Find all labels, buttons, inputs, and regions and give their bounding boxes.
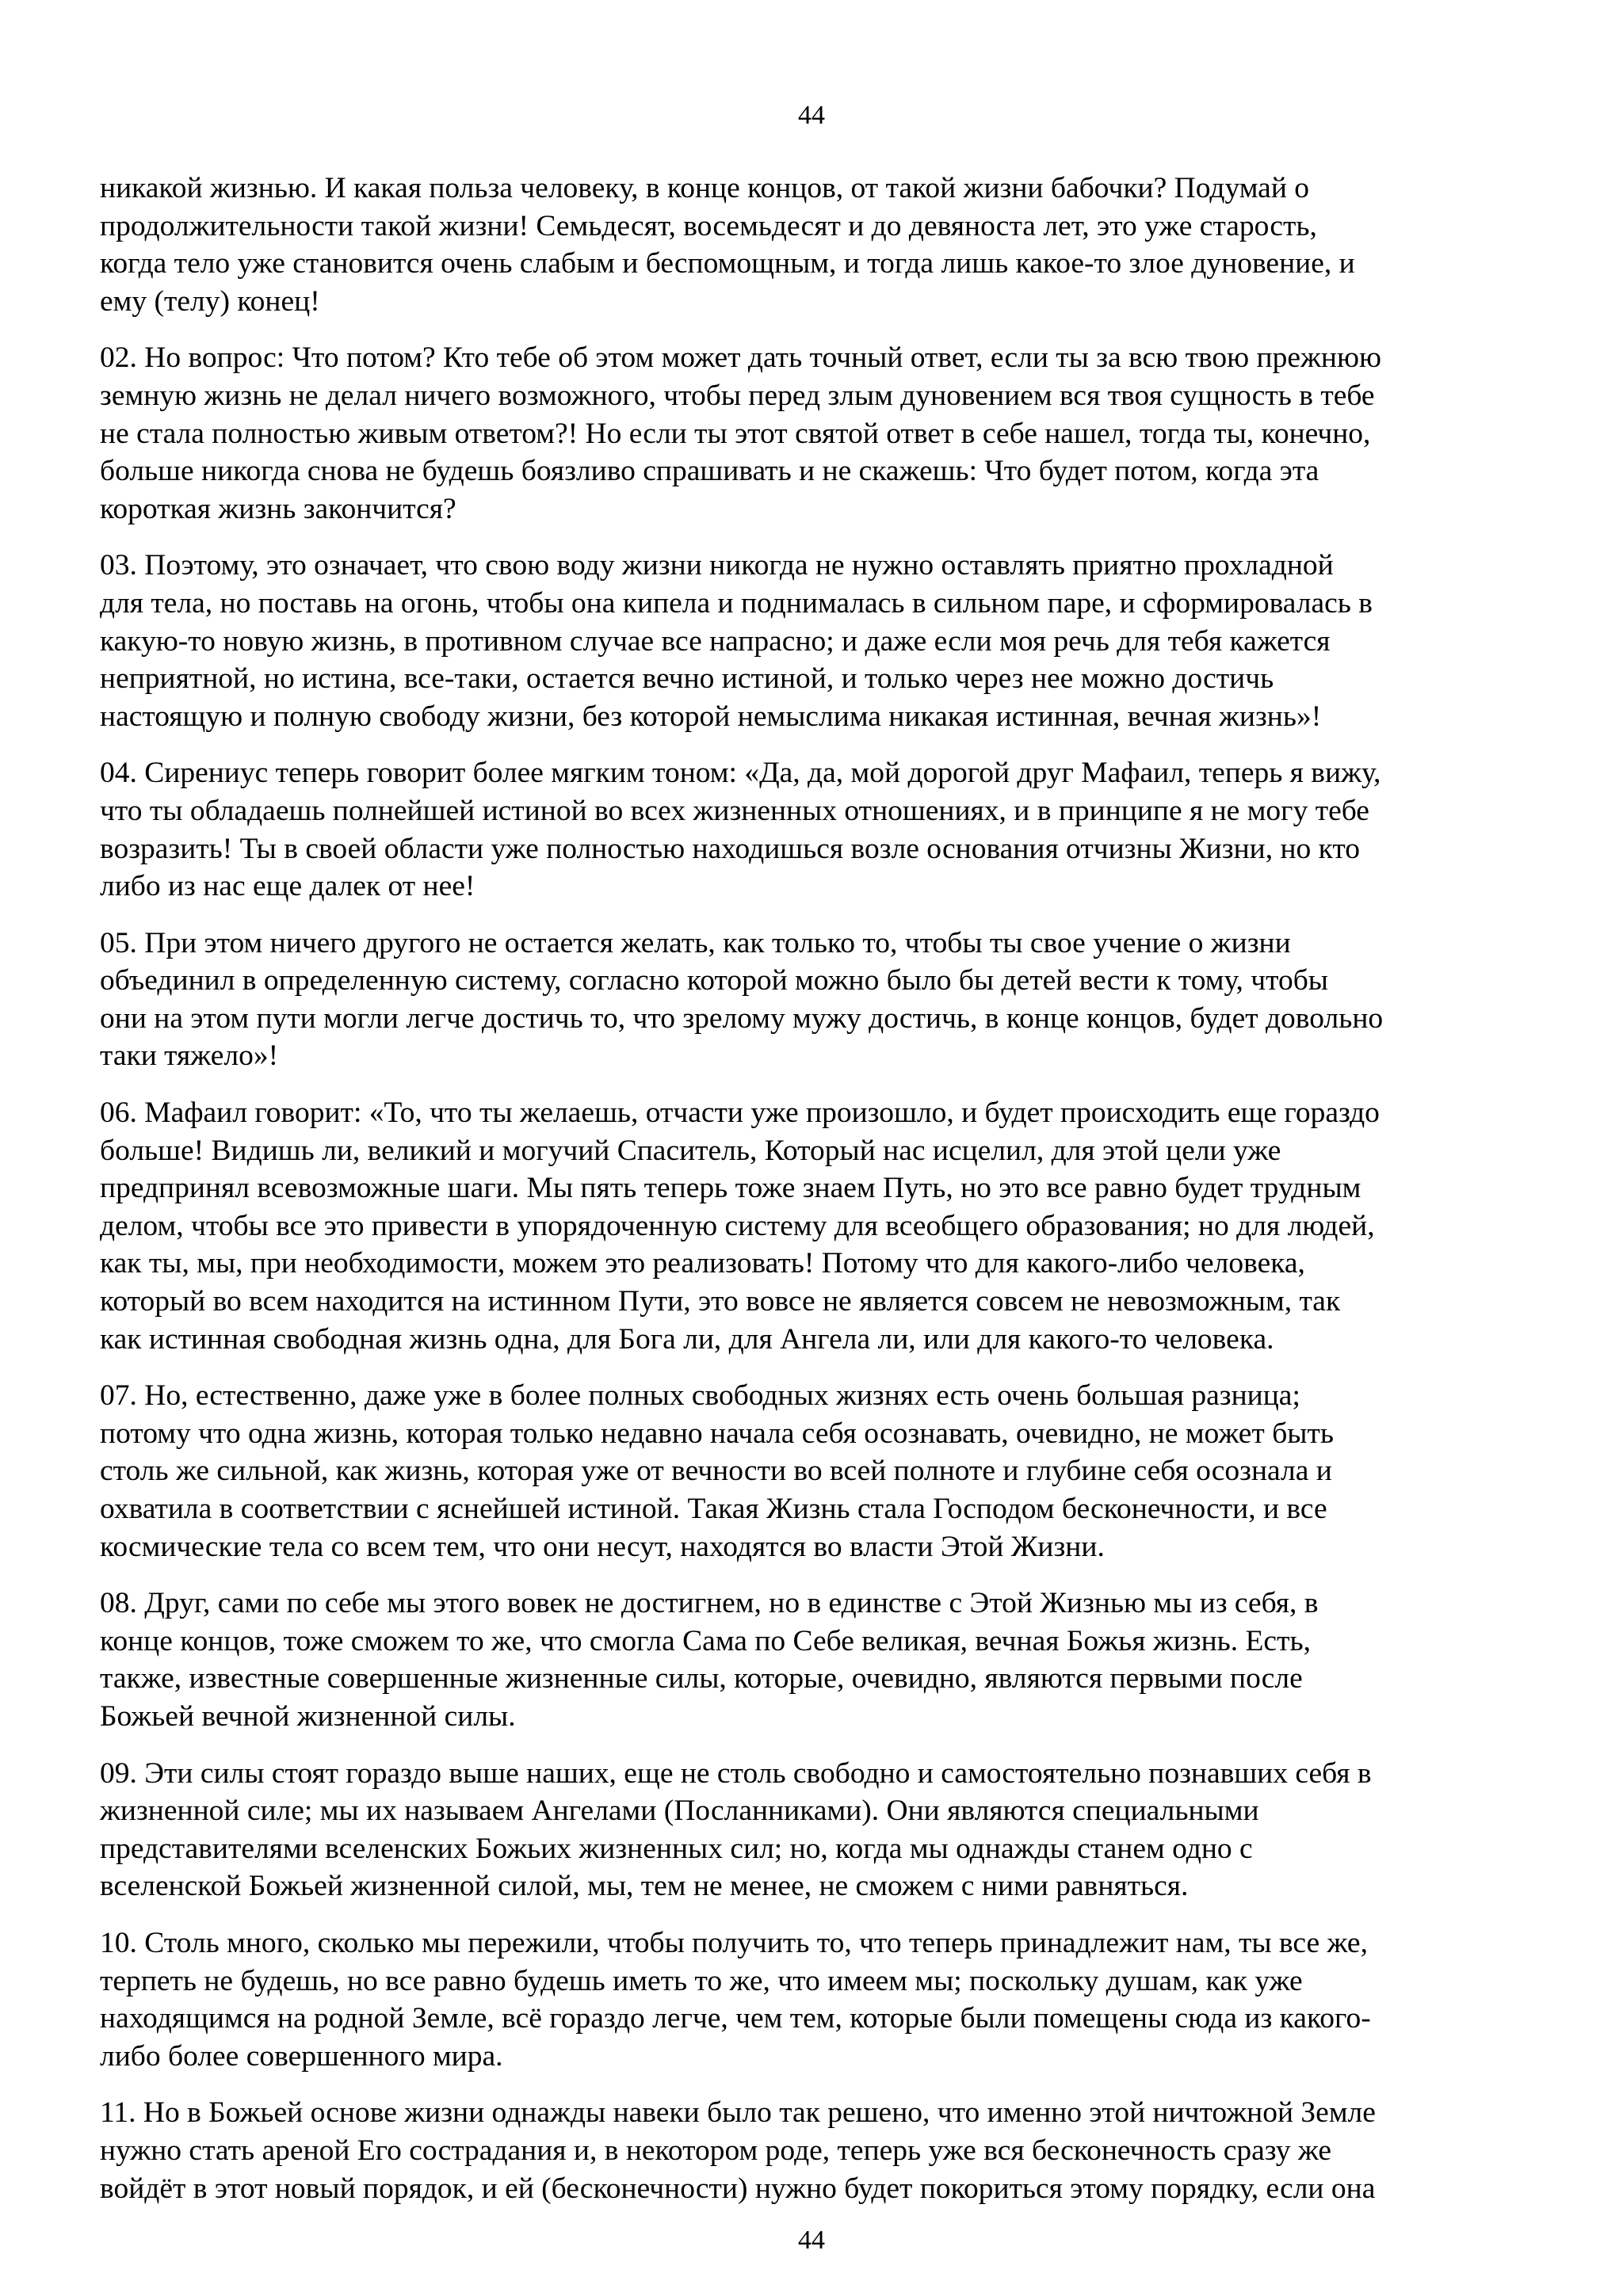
text-line: находящимся на родной Земле, всё гораздо легче, чем тем, которые были помещены сюда из какого- [100, 2002, 1371, 2035]
paragraph [100, 1924, 1547, 2075]
text-line: короткая жизнь закончится? [100, 492, 456, 525]
text-line: больше никогда снова не будешь боязливо спрашивать и не скажешь: Что будет потом, когда эта [100, 455, 1319, 488]
text-line: как истинная свободная жизнь одна, для Бога ли, для Ангела ли, или для какого-то человека. [100, 1322, 1274, 1356]
text-line: 11. Но в Божьей основе жизни однажды навеки было так решено, что именно этой ничтожной Земле [100, 2096, 1376, 2130]
text-line: 07. Но, естественно, даже уже в более полных свободных жизнях есть очень большая разница; [100, 1379, 1300, 1413]
text-line: какую-то новую жизнь, в противном случае все напрасно; и даже если моя речь для тебя кажется [100, 624, 1331, 658]
text-line: либо из нас еще далек от нее! [100, 870, 475, 903]
text-line: либо более совершенного мира. [100, 2039, 503, 2073]
text-line: конце концов, тоже сможем то же, что смогла Сама по Себе великая, вечная Божья жизнь. Есть, [100, 1624, 1311, 1657]
page-number-bottom: 44 [798, 2225, 825, 2255]
text-line: настоящую и полную свободу жизни, без которой немыслима никакая истинная, вечная жизнь»! [100, 700, 1322, 733]
text-line: охватила в соответствии с яснейшей истиной. Такая Жизнь стала Господом бесконечности, и все [100, 1493, 1327, 1525]
text-line: что ты обладаешь полнейшей истиной во всех жизненных отношениях, и в принципе я не могу тебе [100, 794, 1369, 827]
text-line: таки тяжело»! [100, 1039, 279, 1073]
paragraph [100, 1377, 1547, 1566]
paragraph [100, 2094, 1547, 2207]
text-line: 10. Столь много, сколько мы пережили, чтобы получить то, что теперь принадлежит нам, ты все же, [100, 1926, 1368, 1959]
text-line: также, известные совершенные жизненные силы, которые, очевидно, являются первыми после [100, 1662, 1303, 1695]
text-line: больше! Видишь ли, великий и могучий Спаситель, Который нас исцелил, для этой цели уже [100, 1134, 1281, 1167]
paragraph [100, 1755, 1547, 1905]
text-line: столь же сильной, как жизнь, которая уже от вечности во всей полноте и глубине себя осознала и [100, 1455, 1332, 1488]
text-line: представителями вселенских Божьих жизненных сил; но, когда мы однажды станем одно с [100, 1832, 1253, 1865]
paragraph [100, 1094, 1547, 1358]
text-line: предпринял всевозможные шаги. Мы пять теперь тоже знаем Путь, но это все равно будет трудным [100, 1172, 1361, 1205]
text-line: для тела, но поставь на огонь, чтобы она кипела и поднималась в сильном паре, и сформировалась в [100, 586, 1373, 620]
paragraph [100, 547, 1547, 735]
text-line: возразить! Ты в своей области уже полностью находишься возле основания отчизны Жизни, но кто [100, 832, 1361, 865]
text-line: они на этом пути могли легче достичь то, что зрелому мужу достичь, в конце концов, будет довольно [100, 1001, 1384, 1035]
text-line: жизненной силе; мы их называем Ангелами (Посланниками). Они являются специальными [100, 1794, 1259, 1828]
text-line: продолжительности такой жизни! Семьдесят, восемьдесят и до девяноста лет, это уже старость, [100, 209, 1317, 242]
text-line: делом, чтобы все это привести в упорядоченную систему для всеобщего образования; но для людей, [100, 1209, 1375, 1242]
text-line: 05. При этом ничего другого не остается желать, как только то, чтобы ты свое учение о жизни [100, 926, 1291, 959]
text-line: 09. Эти силы стоят гораздо выше наших, еще не столь свободно и самостоятельно познавших себя в [100, 1756, 1372, 1790]
text-line: неприятной, но истина, все-таки, остается вечно истиной, и только через нее можно достичь [100, 662, 1274, 696]
text-line: вселенской Божьей жизненной силой, мы, тем не менее, не сможем с ними равняться. [100, 1870, 1189, 1903]
paragraph [100, 925, 1547, 1075]
text-line: нужно стать ареной Его сострадания и, в некотором роде, теперь уже вся бесконечность сразу же [100, 2134, 1331, 2167]
text-line: ему (телу) конец! [100, 284, 320, 318]
text-line: который во всем находится на истинном Пути, это вовсе не является совсем не невозможным, так [100, 1285, 1341, 1318]
text-line: никакой жизнью. И какая польза человеку, в конце концов, от такой жизни бабочки? Подумай о [100, 172, 1310, 204]
text-line: потому что одна жизнь, которая только недавно начала себя осознавать, очевидно, не может быть [100, 1417, 1334, 1450]
text-line: 08. Друг, сами по себе мы этого вовек не достигнем, но в единстве с Этой Жизнью мы из себя, в [100, 1587, 1319, 1620]
paragraph [100, 170, 1547, 320]
paragraph [100, 1585, 1547, 1735]
text-line: объединил в определенную систему, согласно которой можно было бы детей вести к тому, чтобы [100, 964, 1328, 997]
text-line: космические тела со всем тем, что они несут, находятся во власти Этой Жизни. [100, 1530, 1105, 1563]
text-line: 03. Поэтому, это означает, что свою воду жизни никогда не нужно оставлять приятно прохладной [100, 549, 1334, 582]
text-line: земную жизнь не делал ничего возможного, чтобы перед злым дуновением вся твоя сущность в тебе [100, 379, 1375, 412]
text-line: 06. Мафаил говорит: «То, что ты желаешь, отчасти уже произошло, и будет происходить еще гораздо [100, 1097, 1380, 1130]
text-line: Божьей вечной жизненной силы. [100, 1699, 516, 1733]
document-body [100, 170, 1547, 2226]
text-line: 04. Сирениус теперь говорит более мягким тоном: «Да, да, мой дорогой друг Мафаил, теперь я вижу, [100, 757, 1381, 790]
text-line: когда тело уже становится очень слабым и беспомощным, и тогда лишь какое-то злое дуновение, и [100, 247, 1355, 280]
page-number-top: 44 [798, 101, 825, 130]
text-line: как ты, мы, при необходимости, можем это реализовать! Потому что для какого-либо человека, [100, 1247, 1305, 1280]
text-line: 02. Но вопрос: Что потом? Кто тебе об этом может дать точный ответ, если ты за всю твою прежнюю [100, 341, 1382, 375]
text-line: войдёт в этот новый порядок, и ей (бесконечности) нужно будет покориться этому порядку, если она [100, 2172, 1376, 2205]
text-line: не стала полностью живым ответом?! Но если ты этот святой ответ в себе нашел, тогда ты, конечно, [100, 417, 1371, 450]
text-line: терпеть не будешь, но все равно будешь иметь то же, что имеем мы; поскольку душам, как уже [100, 1964, 1303, 1997]
paragraph [100, 339, 1547, 528]
paragraph [100, 754, 1547, 905]
